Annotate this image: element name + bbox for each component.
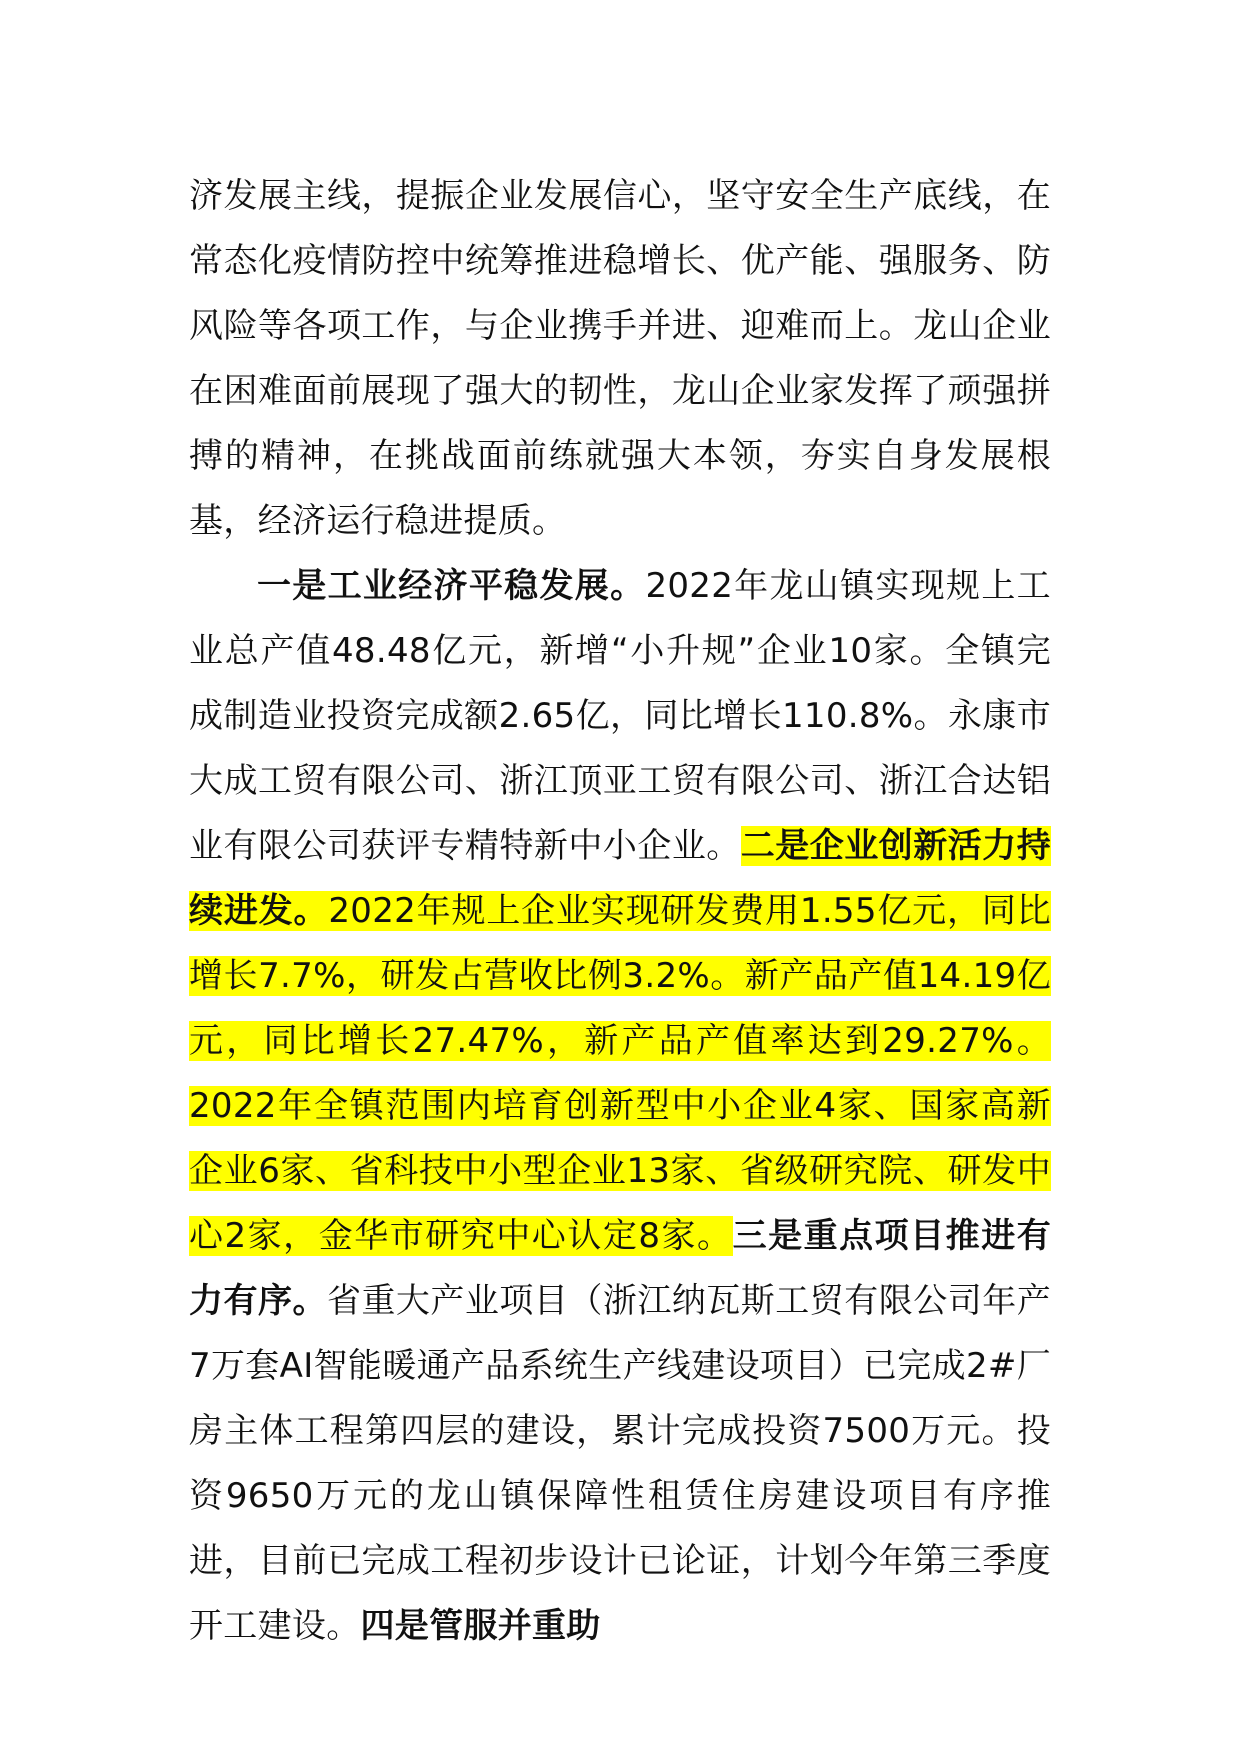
lead-industrial-economy: 一是工业经济平稳发展。 xyxy=(257,566,646,606)
text-innovation-vitality: 2022年规上企业实现研发费用1.55亿元，同比增长7.7%，研发占营收比例3.2%。新产品产值14.19亿元，同比增长27.47%，新产品产值率达到29.27%。2022年全镇范围内培育创新型中小企业4家、国家高新企业6家、省科技中小型企业13家、省级研究院、研发中心2家，金华市研究中心认定8家。 xyxy=(189,891,1051,1256)
lead-key-projects: 三是重点项目推进有力有序。 xyxy=(189,1216,1052,1321)
lead-management-services: 四是管服并重助 xyxy=(360,1606,601,1646)
lead-innovation-vitality: 二是企业创新活力持续进发。 xyxy=(189,826,1051,931)
document-body xyxy=(189,164,1051,1659)
text-key-projects: 省重大产业项目（浙江纳瓦斯工贸有限公司年产7万套AI智能暖通产品系统生产线建设项目）已完成2#厂房主体工程第四层的建设，累计完成投资7500万元。投资9650万元的龙山镇保障性租赁住房建设项目有序推进，目前已完成工程初步设计已论证，计划今年第三季度开工建设。 xyxy=(189,1281,1051,1646)
paragraph-continuation: 济发展主线，提振企业发展信心，坚守安全生产底线，在常态化疫情防控中统筹推进稳增长、优产能、强服务、防风险等各项工作，与企业携手并进、迎难而上。龙山企业在困难面前展现了强大的韧性，龙山企业家发挥了顽强拼搏的精神，在挑战面前练就强大本领，夯实自身发展根基，经济运行稳进提质。 xyxy=(189,176,1051,541)
text-industrial-economy: 2022年龙山镇实现规上工业总产值48.48亿元，新增“小升规”企业10家。全镇完成制造业投资完成额2.65亿，同比增长110.8%。永康市大成工贸有限公司、浙江顶亚工贸有限公司、浙江合达铝业有限公司获评专精特新中小企业。 xyxy=(189,566,1051,866)
paragraph-highlights xyxy=(189,554,1051,1659)
